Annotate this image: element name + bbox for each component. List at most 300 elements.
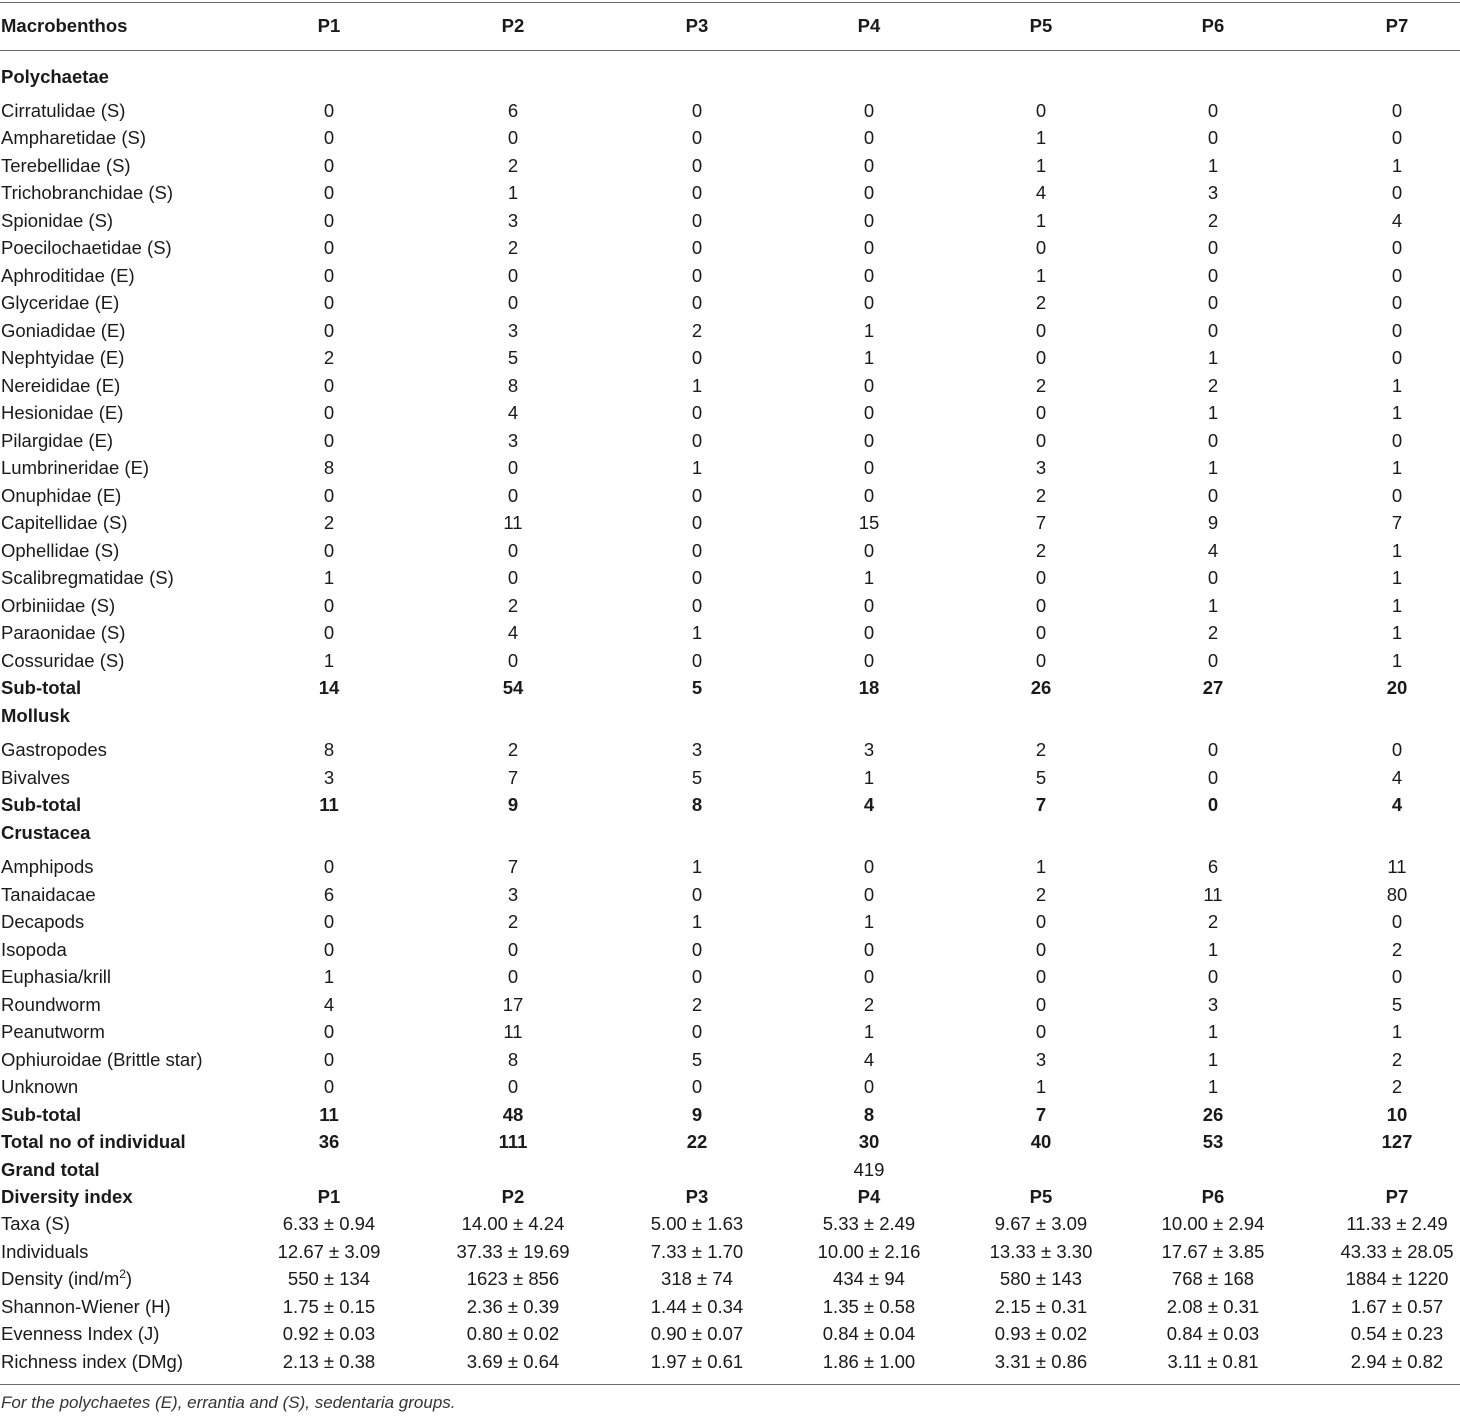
cell-p4: 0 [863, 265, 875, 286]
row-label-text: Density (ind/m [1, 1268, 120, 1289]
cell-p5: 0 [1035, 966, 1047, 987]
cell-p1: 1 [323, 650, 335, 671]
row-label: Evenness Index (J) [1, 1323, 160, 1344]
cell-p2: 3.69 ± 0.64 [466, 1351, 560, 1372]
cell-p3: 0 [691, 884, 703, 905]
cell-p2: 2 [507, 237, 519, 258]
row-label: Sub-total [1, 1104, 82, 1125]
subtotal-row [0, 791, 1460, 818]
cell-p7: 1 [1391, 402, 1403, 423]
cell-p3: 0 [691, 402, 703, 423]
cell-p2: 0 [507, 567, 519, 588]
cell-p3: 9 [691, 1104, 703, 1125]
cell-p4: 0 [863, 595, 875, 616]
cell-p1: 0 [323, 155, 335, 176]
cell-p2: 3 [507, 430, 519, 451]
cell-p5: 3 [1035, 457, 1047, 478]
cell-p3: 5 [691, 1049, 703, 1070]
cell-p3: 0 [691, 100, 703, 121]
table-row [0, 482, 1460, 509]
cell-p4: 0.84 ± 0.04 [822, 1323, 916, 1344]
cell-p6: 2 [1207, 622, 1219, 643]
cell-p5: 0 [1035, 100, 1047, 121]
cell-p5: 13.33 ± 3.30 [989, 1241, 1093, 1262]
cell-p5: 2 [1035, 884, 1047, 905]
cell-p2: 4 [507, 402, 519, 423]
cell-p7: 0 [1391, 911, 1403, 932]
cell-p6: 6 [1207, 856, 1219, 877]
cell-p4: 0 [863, 939, 875, 960]
row-label: Gastropodes [1, 739, 107, 760]
cell-p1: 0 [323, 127, 335, 148]
cell-p1: 0 [323, 622, 335, 643]
cell-p2: 3 [507, 320, 519, 341]
grand-total-value: 419 [853, 1159, 885, 1180]
cell-p5: 0.93 ± 0.02 [994, 1323, 1088, 1344]
row-label: Individuals [1, 1241, 89, 1262]
cell-p3: 1.97 ± 0.61 [650, 1351, 744, 1372]
subtotal-row [0, 1101, 1460, 1128]
cell-p3: 2 [691, 994, 703, 1015]
cell-p4: 0 [863, 155, 875, 176]
cell-p6: 0 [1207, 794, 1219, 815]
row-label: Sub-total [1, 677, 82, 698]
cell-p2: 3 [507, 884, 519, 905]
cell-p7: 0 [1391, 127, 1403, 148]
row-label: Ophiuroidae (Brittle star) [1, 1049, 203, 1070]
table-row [0, 179, 1460, 206]
cell-p2: 2.36 ± 0.39 [466, 1296, 560, 1317]
cell-p5: 7 [1035, 1104, 1047, 1125]
cell-p1: 11 [319, 794, 339, 815]
cell-p6: 0.84 ± 0.03 [1166, 1323, 1260, 1344]
cell-p5: 2 [1035, 375, 1047, 396]
cell-p1: P1 [317, 1186, 341, 1207]
cell-p4: 18 [858, 677, 880, 698]
cell-p4: P4 [857, 1186, 881, 1207]
row-label: Nereididae (E) [1, 375, 121, 396]
row-label: Isopoda [1, 939, 67, 960]
table-row [0, 963, 1460, 990]
table-row [0, 372, 1460, 399]
cell-p7: 127 [1381, 1131, 1413, 1152]
cell-p7: 0 [1391, 265, 1403, 286]
cell-p6: 0 [1207, 567, 1219, 588]
cell-p2: 6 [507, 100, 519, 121]
table-row [0, 1238, 1460, 1265]
cell-p2: 0 [507, 457, 519, 478]
cell-p2: 5 [507, 347, 519, 368]
row-label: Terebellidae (S) [1, 155, 131, 176]
cell-p4: 8 [863, 1104, 875, 1125]
row-label: Tanaidacae [1, 884, 96, 905]
cell-p6: 3 [1207, 994, 1219, 1015]
cell-p2: 17 [502, 994, 524, 1015]
cell-p4: 1 [863, 1021, 875, 1042]
cell-p5: 580 ± 143 [999, 1268, 1083, 1289]
cell-p3: 1 [691, 457, 703, 478]
cell-p2: 11 [503, 512, 523, 533]
header-col-p2: P2 [501, 15, 525, 36]
cell-p1: 36 [318, 1131, 340, 1152]
cell-p3: P3 [685, 1186, 709, 1207]
cell-p5: 40 [1030, 1131, 1052, 1152]
cell-p6: P6 [1201, 1186, 1225, 1207]
cell-p4: 2 [863, 994, 875, 1015]
cell-p4: 0 [863, 966, 875, 987]
cell-p7: 11 [1387, 856, 1407, 877]
subtotal-row [0, 674, 1460, 701]
row-label: Diversity index [1, 1186, 133, 1207]
cell-p2: 4 [507, 622, 519, 643]
cell-p2: 0.80 ± 0.02 [466, 1323, 560, 1344]
row-label: Shannon-Wiener (H) [1, 1296, 171, 1317]
cell-p5: 0 [1035, 994, 1047, 1015]
cell-p4: 5.33 ± 2.49 [822, 1213, 916, 1234]
cell-p5: 1 [1035, 856, 1047, 877]
cell-p1: 0 [323, 402, 335, 423]
row-label: Taxa (S) [1, 1213, 70, 1234]
cell-p3: 0 [691, 210, 703, 231]
cell-p1: 0 [323, 320, 335, 341]
table-row [0, 736, 1460, 763]
cell-p2: P2 [501, 1186, 525, 1207]
table-row [0, 1265, 1460, 1292]
table-row [0, 647, 1460, 674]
row-label: Richness index (DMg) [1, 1351, 183, 1372]
cell-p4: 1 [863, 347, 875, 368]
cell-p6: 1 [1207, 155, 1219, 176]
cell-p4: 1 [863, 911, 875, 932]
cell-p2: 48 [502, 1104, 524, 1125]
cell-p3: 0 [691, 237, 703, 258]
cell-p7: 0 [1391, 966, 1403, 987]
cell-p1: 1 [323, 567, 335, 588]
table-row [0, 1073, 1460, 1100]
row-label: Polychaetae [1, 66, 109, 87]
cell-p5: 2 [1035, 485, 1047, 506]
header-col-p7: P7 [1385, 15, 1409, 36]
cell-p7: 1 [1391, 595, 1403, 616]
cell-p4: 15 [858, 512, 880, 533]
cell-p7: 20 [1386, 677, 1408, 698]
cell-p2: 1623 ± 856 [466, 1268, 560, 1289]
cell-p3: 0 [691, 155, 703, 176]
cell-p5: 9.67 ± 3.09 [994, 1213, 1088, 1234]
cell-p6: 1 [1207, 1076, 1219, 1097]
table-row [0, 853, 1460, 880]
cell-p3: 2 [691, 320, 703, 341]
cell-p1: 550 ± 134 [287, 1268, 371, 1289]
cell-p6: 2 [1207, 375, 1219, 396]
table-row [0, 908, 1460, 935]
cell-p3: 1 [691, 911, 703, 932]
row-label: Roundworm [1, 994, 101, 1015]
cell-p7: 4 [1391, 767, 1403, 788]
cell-p6: 9 [1207, 512, 1219, 533]
cell-p2: 0 [507, 650, 519, 671]
table-footnote: For the polychaetes (E), errantia and (S), sedentaria groups. [1, 1393, 456, 1412]
cell-p4: 0 [863, 856, 875, 877]
cell-p6: 0 [1207, 485, 1219, 506]
cell-p7: 1 [1391, 567, 1403, 588]
cell-p4: 0 [863, 292, 875, 313]
cell-p4: 0 [863, 210, 875, 231]
cell-p2: 0 [507, 1076, 519, 1097]
row-label-superscript: 2 [119, 1266, 126, 1281]
cell-p7: 0 [1391, 347, 1403, 368]
cell-p3: 1 [691, 622, 703, 643]
row-label: Lumbrineridae (E) [1, 457, 150, 478]
cell-p2: 14.00 ± 4.24 [461, 1213, 565, 1234]
cell-p2: 9 [507, 794, 519, 815]
cell-p3: 0 [691, 430, 703, 451]
cell-p3: 0 [691, 1076, 703, 1097]
cell-p4: 0 [863, 182, 875, 203]
cell-p6: 1 [1207, 402, 1219, 423]
cell-p4: 0 [863, 1076, 875, 1097]
cell-p4: 434 ± 94 [833, 1268, 905, 1289]
cell-p6: 0 [1207, 650, 1219, 671]
cell-p7: 11.33 ± 2.49 [1346, 1213, 1448, 1234]
cell-p1: 0 [323, 100, 335, 121]
row-label: Crustacea [1, 822, 91, 843]
cell-p3: 0 [691, 265, 703, 286]
cell-p7: 5 [1391, 994, 1403, 1015]
cell-p3: 0 [691, 939, 703, 960]
cell-p3: 0 [691, 127, 703, 148]
cell-p1: 8 [323, 739, 335, 760]
cell-p3: 0 [691, 595, 703, 616]
cell-p4: 0 [863, 457, 875, 478]
cell-p6: 2 [1207, 911, 1219, 932]
cell-p2: 0 [507, 265, 519, 286]
cell-p3: 0 [691, 650, 703, 671]
subtotal-row [0, 1128, 1460, 1155]
cell-p3: 0 [691, 567, 703, 588]
cell-p2: 0 [507, 485, 519, 506]
row-label: Trichobranchidae (S) [1, 182, 174, 203]
cell-p7: 0 [1391, 430, 1403, 451]
row-label: Onuphidae (E) [1, 485, 122, 506]
cell-p7: 1 [1391, 622, 1403, 643]
cell-p1: 6 [323, 884, 335, 905]
cell-p5: 4 [1035, 182, 1047, 203]
cell-p5: 0 [1035, 595, 1047, 616]
grand-total-row [0, 1156, 1460, 1183]
cell-p6: 3.11 ± 0.81 [1167, 1351, 1259, 1372]
cell-p1: 1.75 ± 0.15 [282, 1296, 376, 1317]
table-row [0, 152, 1460, 179]
cell-p5: 2 [1035, 292, 1047, 313]
subtotal-row [0, 1183, 1460, 1210]
cell-p7: 0 [1391, 237, 1403, 258]
row-label: Capitellidae (S) [1, 512, 128, 533]
cell-p5: 0 [1035, 939, 1047, 960]
table-row [0, 454, 1460, 481]
cell-p1: 14 [318, 677, 340, 698]
cell-p1: 0 [323, 856, 335, 877]
cell-p5: 1 [1035, 210, 1047, 231]
cell-p2: 0 [507, 292, 519, 313]
table-row [0, 991, 1460, 1018]
cell-p7: 43.33 ± 28.05 [1340, 1241, 1454, 1262]
row-label: Poecilochaetidae (S) [1, 237, 172, 258]
cell-p6: 1 [1207, 939, 1219, 960]
cell-p1: 11 [319, 1104, 339, 1125]
cell-p7: 4 [1391, 210, 1403, 231]
cell-p4: 10.00 ± 2.16 [817, 1241, 921, 1262]
header-col-p5: P5 [1029, 15, 1053, 36]
row-label: Unknown [1, 1076, 79, 1097]
cell-p1: 2.13 ± 0.38 [282, 1351, 376, 1372]
cell-p6: 11 [1203, 884, 1223, 905]
cell-p7: 2 [1391, 1049, 1403, 1070]
cell-p4: 0 [863, 485, 875, 506]
cell-p7: 0 [1391, 739, 1403, 760]
cell-p2: 111 [498, 1131, 528, 1152]
section-header-row [0, 819, 1460, 846]
cell-p3: 1.44 ± 0.34 [650, 1296, 744, 1317]
cell-p5: 2 [1035, 739, 1047, 760]
table-row [0, 1293, 1460, 1320]
cell-p3: 1 [691, 856, 703, 877]
cell-p6: 1 [1207, 347, 1219, 368]
cell-p6: 0 [1207, 320, 1219, 341]
row-label: Aphroditidae (E) [1, 265, 135, 286]
cell-p2: 3 [507, 210, 519, 231]
cell-p5: 0 [1035, 320, 1047, 341]
row-label: Nephtyidae (E) [1, 347, 125, 368]
row-label: Grand total [1, 1159, 100, 1180]
cell-p6: 27 [1202, 677, 1224, 698]
cell-p2: 7 [507, 767, 519, 788]
cell-p6: 3 [1207, 182, 1219, 203]
cell-p7: 1.67 ± 0.57 [1350, 1296, 1444, 1317]
header-label: Macrobenthos [1, 15, 128, 36]
header-col-p1: P1 [317, 15, 341, 36]
row-label: Total no of individual [1, 1131, 186, 1152]
cell-p6: 0 [1207, 430, 1219, 451]
table-row [0, 1046, 1460, 1073]
cell-p1: 1 [323, 966, 335, 987]
cell-p6: 0 [1207, 237, 1219, 258]
cell-p5: 0 [1035, 237, 1047, 258]
cell-p6: 1 [1207, 1049, 1219, 1070]
cell-p4: 1.35 ± 0.58 [822, 1296, 916, 1317]
cell-p7: 1884 ± 1220 [1345, 1268, 1449, 1289]
table-row [0, 344, 1460, 371]
cell-p1: 0.92 ± 0.03 [282, 1323, 376, 1344]
cell-p2: 0 [507, 966, 519, 987]
cell-p3: 0 [691, 347, 703, 368]
header-col-p4: P4 [857, 15, 881, 36]
row-label: Ophellidae (S) [1, 540, 120, 561]
table-bottom-rule [0, 1384, 1460, 1385]
cell-p4: 1.86 ± 1.00 [822, 1351, 916, 1372]
cell-p4: 0 [863, 622, 875, 643]
cell-p2: 0 [507, 127, 519, 148]
cell-p1: 0 [323, 210, 335, 231]
table-row [0, 427, 1460, 454]
table-row [0, 1210, 1460, 1237]
cell-p7: 0.54 ± 0.23 [1350, 1323, 1444, 1344]
row-label: Amphipods [1, 856, 94, 877]
table-row [0, 509, 1460, 536]
cell-p4: 0 [863, 650, 875, 671]
cell-p2: 8 [507, 375, 519, 396]
cell-p5: 1 [1035, 155, 1047, 176]
cell-p6: 17.67 ± 3.85 [1161, 1241, 1265, 1262]
cell-p4: 0 [863, 127, 875, 148]
cell-p5: 0 [1035, 347, 1047, 368]
cell-p1: 0 [323, 430, 335, 451]
cell-p5: 7 [1035, 512, 1047, 533]
cell-p1: 2 [323, 512, 335, 533]
cell-p3: 1 [691, 375, 703, 396]
cell-p7: 0 [1391, 485, 1403, 506]
cell-p7: 4 [1391, 794, 1403, 815]
row-label: Hesionidae (E) [1, 402, 124, 423]
cell-p3: 0 [691, 182, 703, 203]
table-row [0, 537, 1460, 564]
cell-p7: P7 [1385, 1186, 1409, 1207]
cell-p1: 6.33 ± 0.94 [282, 1213, 376, 1234]
cell-p6: 53 [1202, 1131, 1224, 1152]
cell-p1: 0 [323, 182, 335, 203]
cell-p1: 0 [323, 939, 335, 960]
cell-p2: 7 [507, 856, 519, 877]
section-header-row [0, 63, 1460, 90]
cell-p6: 0 [1207, 292, 1219, 313]
cell-p6: 1 [1207, 595, 1219, 616]
table-row [0, 936, 1460, 963]
cell-p5: 0 [1035, 622, 1047, 643]
cell-p7: 0 [1391, 100, 1403, 121]
table-row [0, 1348, 1460, 1375]
cell-p6: 0 [1207, 100, 1219, 121]
cell-p7: 80 [1386, 884, 1408, 905]
row-label: Paraonidae (S) [1, 622, 126, 643]
cell-p7: 1 [1391, 540, 1403, 561]
row-label: Spionidae (S) [1, 210, 114, 231]
cell-p5: 1 [1035, 127, 1047, 148]
cell-p4: 30 [858, 1131, 880, 1152]
cell-p6: 1 [1207, 1021, 1219, 1042]
cell-p1: 12.67 ± 3.09 [277, 1241, 381, 1262]
cell-p3: 5 [691, 677, 703, 698]
cell-p1: 0 [323, 375, 335, 396]
cell-p5: 26 [1030, 677, 1052, 698]
cell-p1: 0 [323, 292, 335, 313]
cell-p3: 0 [691, 1021, 703, 1042]
cell-p5: 5 [1035, 767, 1047, 788]
header-col-p3: P3 [685, 15, 709, 36]
cell-p4: 0 [863, 100, 875, 121]
cell-p5: 0 [1035, 402, 1047, 423]
cell-p5: 0 [1035, 430, 1047, 451]
cell-p3: 5.00 ± 1.63 [650, 1213, 744, 1234]
cell-p3: 0.90 ± 0.07 [650, 1323, 744, 1344]
row-label: Mollusk [1, 705, 70, 726]
cell-p4: 4 [863, 1049, 875, 1070]
table-row [0, 764, 1460, 791]
cell-p5: 1 [1035, 1076, 1047, 1097]
table-row [0, 207, 1460, 234]
cell-p7: 7 [1391, 512, 1403, 533]
cell-p3: 5 [691, 767, 703, 788]
cell-p3: 0 [691, 540, 703, 561]
